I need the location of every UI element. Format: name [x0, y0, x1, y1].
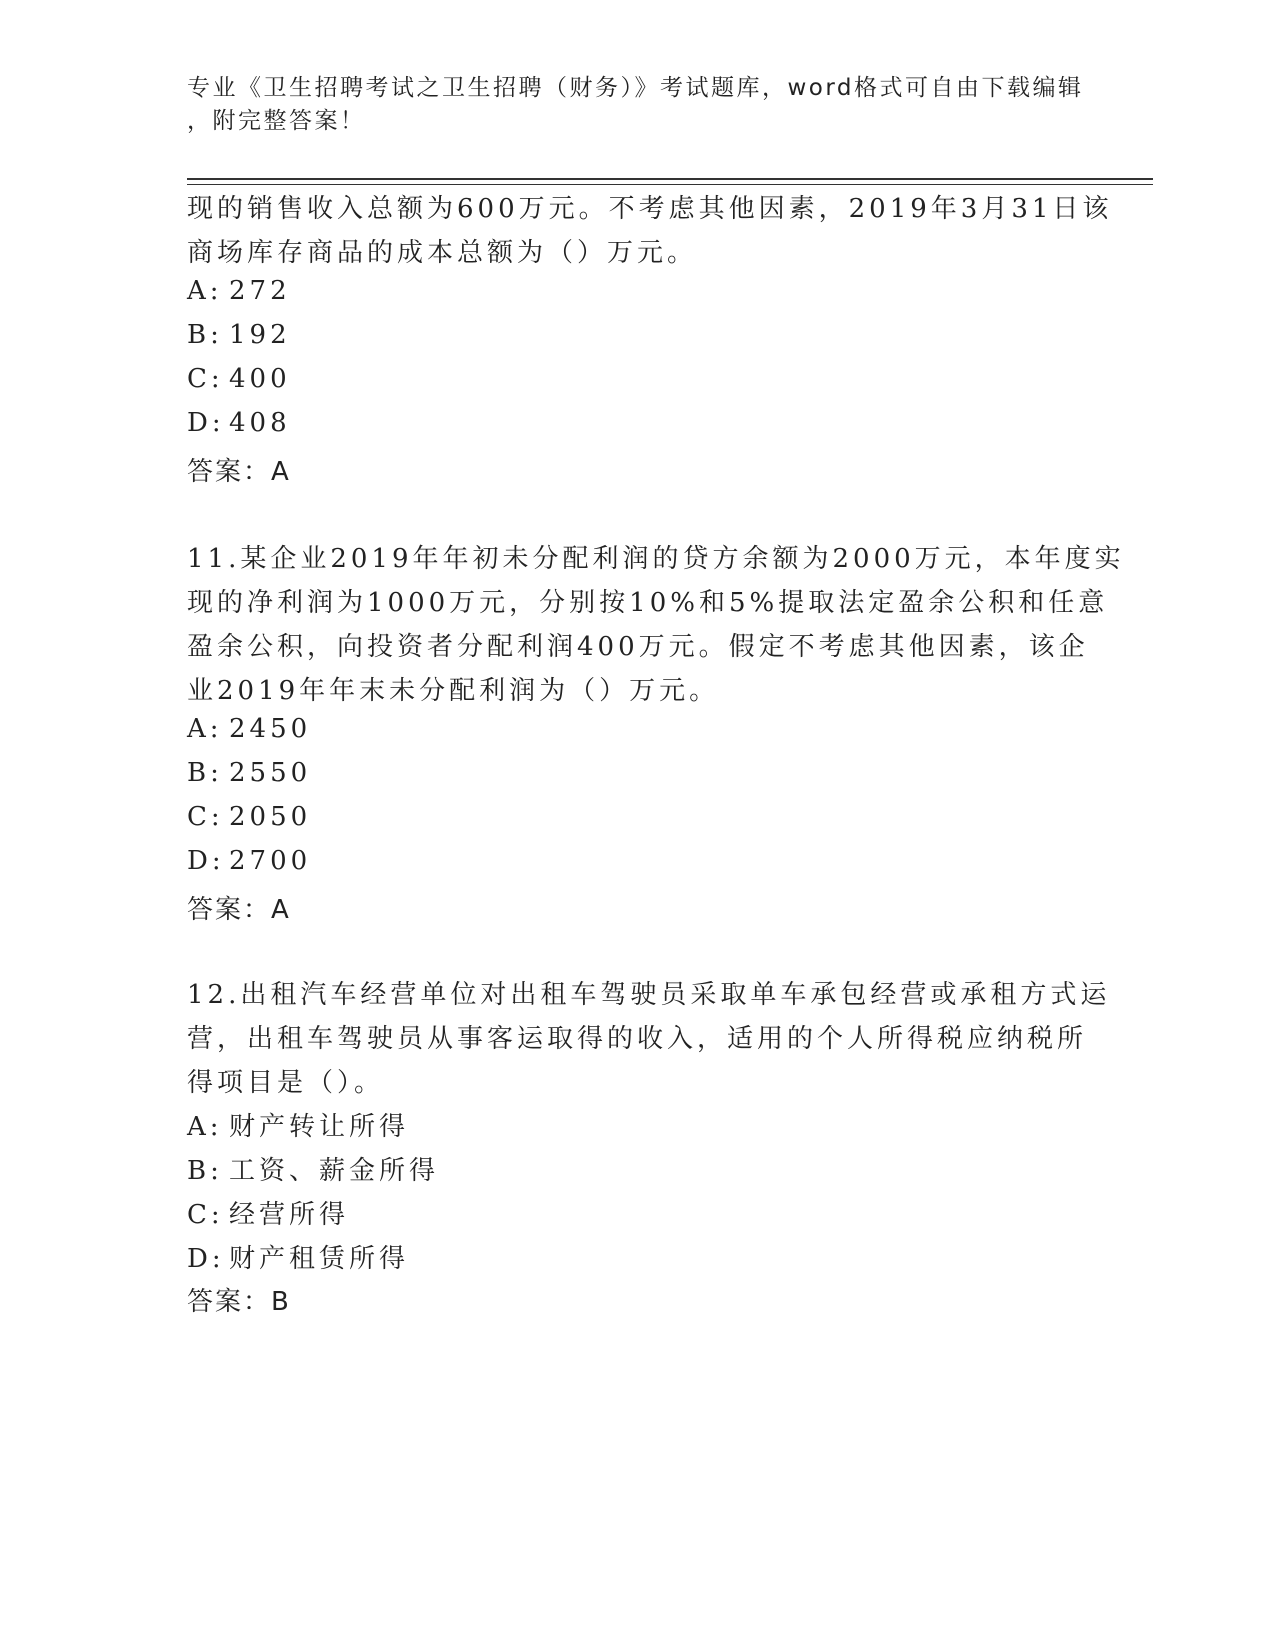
option-text: 财产租赁所得 — [229, 1244, 410, 1274]
question-10-option-c — [187, 364, 291, 394]
option-text: 2050 — [229, 802, 312, 832]
question-11-option-d — [187, 846, 311, 876]
option-text: 192 — [229, 320, 291, 350]
question-11-line-2: 现的净利润为1000万元，分别按10%和5%提取法定盈余公积和任意 — [187, 588, 1109, 618]
question-11-line-1: 11.某企业2019年年初未分配利润的贷方余额为2000万元，本年度实 — [187, 544, 1125, 574]
option-text: 272 — [229, 276, 291, 306]
option-text: 400 — [229, 364, 291, 394]
question-12-answer: 答案：B — [187, 1287, 291, 1317]
question-11-option-a — [187, 714, 311, 744]
question-11-option-b — [187, 758, 311, 788]
header-divider-thin — [187, 184, 1153, 185]
option-text: 2550 — [229, 758, 312, 788]
question-12-line-1: 12.出租汽车经营单位对出租车驾驶员采取单车承包经营或承租方式运 — [187, 980, 1111, 1010]
question-10-line-2: 商场库存商品的成本总额为（）万元。 — [187, 238, 698, 268]
question-11-answer: 答案：A — [187, 895, 291, 925]
option-text: 2450 — [229, 714, 312, 744]
option-label: D: — [187, 846, 225, 876]
option-label: C: — [187, 364, 224, 394]
question-12-line-2: 营，出租车驾驶员从事客运取得的收入，适用的个人所得税应纳税所 — [187, 1024, 1088, 1054]
question-12-line-3: 得项目是（）。 — [187, 1068, 385, 1098]
option-text: 工资、薪金所得 — [229, 1156, 440, 1186]
header-line-1: 专业《卫生招聘考试之卫生招聘（财务）》考试题库，word格式可自由下载编辑 — [187, 75, 1084, 101]
question-11-option-c — [187, 802, 311, 832]
option-label: B: — [187, 1156, 223, 1186]
question-12-option-d — [187, 1238, 409, 1275]
question-12-option-a — [187, 1106, 409, 1143]
question-10-line-1: 现的销售收入总额为600万元。不考虑其他因素，2019年3月31日该 — [187, 194, 1113, 224]
document-header — [187, 72, 1084, 138]
option-label: C: — [187, 1200, 224, 1230]
option-label: B: — [187, 320, 223, 350]
option-label: B: — [187, 758, 223, 788]
question-11-line-4: 业2019年年末未分配利润为（）万元。 — [187, 676, 720, 706]
question-12-option-c — [187, 1194, 349, 1231]
option-label: A: — [187, 714, 223, 744]
question-10-option-b — [187, 320, 291, 350]
question-12-option-b — [187, 1150, 439, 1187]
header-divider-thick — [187, 178, 1153, 180]
option-label: A: — [187, 1112, 223, 1142]
option-label: D: — [187, 1244, 225, 1274]
option-label: A: — [187, 276, 223, 306]
question-11-line-3: 盈余公积，向投资者分配利润400万元。假定不考虑其他因素，该企 — [187, 632, 1089, 662]
option-text: 财产转让所得 — [229, 1112, 410, 1142]
option-label: C: — [187, 802, 224, 832]
option-text: 经营所得 — [229, 1200, 350, 1230]
option-text: 2700 — [229, 846, 312, 876]
question-10-option-d — [187, 408, 291, 438]
header-line-2: ，附完整答案！ — [187, 108, 366, 134]
option-text: 408 — [229, 408, 291, 438]
question-10-option-a — [187, 276, 291, 306]
option-label: D: — [187, 408, 225, 438]
question-10-answer: 答案：A — [187, 457, 291, 487]
